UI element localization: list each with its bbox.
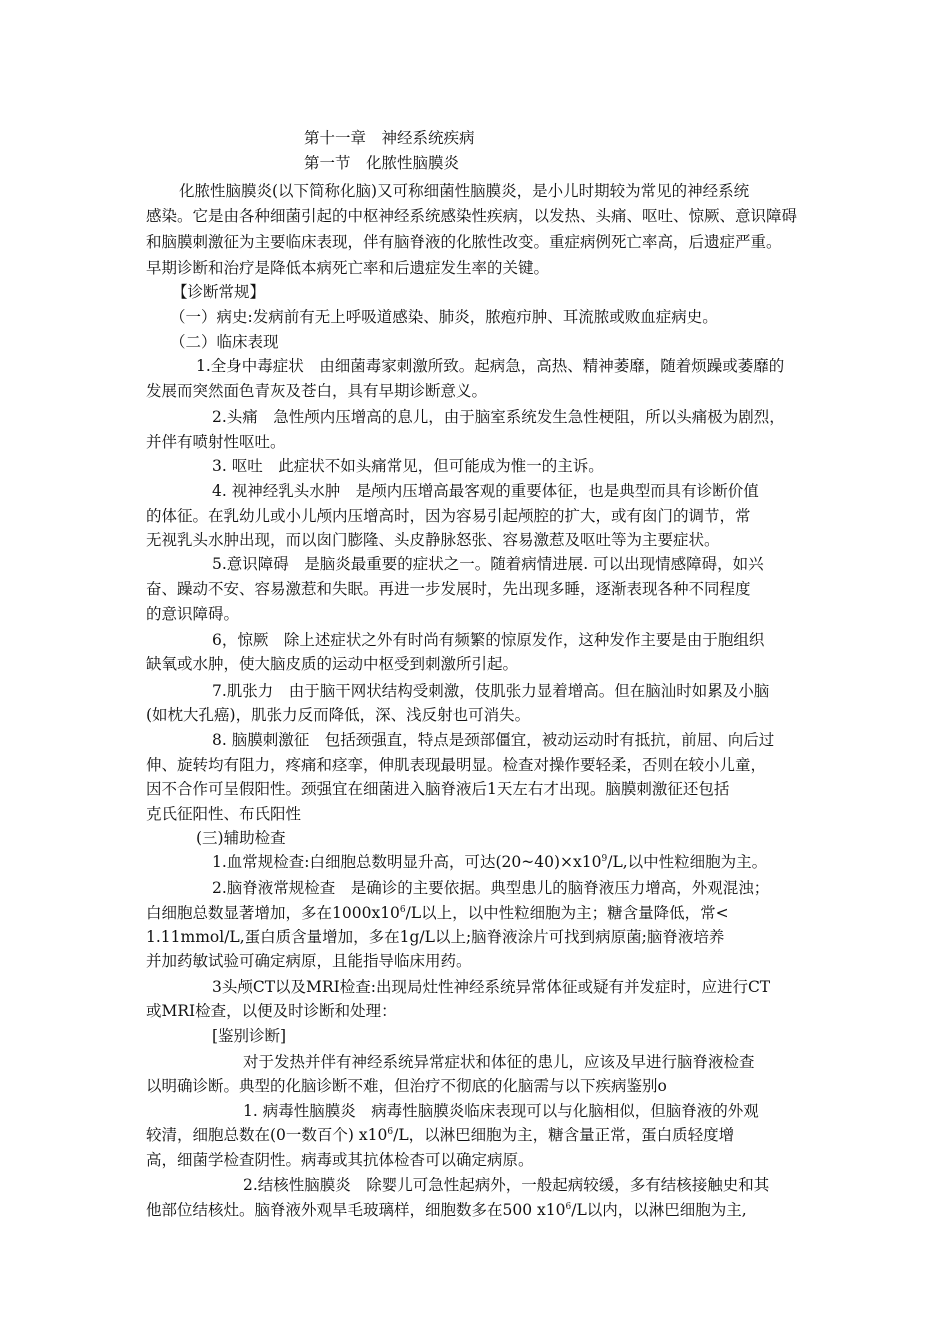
section-title: 第一节 化脓性脑膜炎 (304, 154, 460, 172)
clinical-line: 1.全身中毒症状 由细菌毒家刺激所致。起病急，高热、精神萎靡，随着烦躁或萎靡的 (196, 357, 785, 375)
clinical-line: (如枕大孔癌)，肌张力反而降低，深、浅反射也可消失。 (146, 706, 531, 724)
aux-heading: (三)辅助检查 (196, 829, 286, 847)
aux-item-csf-cont: 1.11mmol/L,蛋白质含量增加，多在1g/L以上;脑脊液涂片可找到病原菌;脑脊液培养 (146, 928, 725, 946)
clinical-line: 的意识障碍。 (146, 605, 240, 623)
clinical-line: 发展而突然面色青灰及苍白，具有早期诊断意义。 (146, 382, 488, 400)
clinical-line: 并伴有喷射性呕吐。 (146, 433, 286, 451)
aux-item-csf: 2.脑脊液常规检查 是确诊的主要依据。典型患儿的脑脊液压力增高，外观混浊； (212, 879, 770, 897)
intro-line: 化脓性脑膜炎(以下简称化脑)又可称细菌性脑膜炎，是小儿时期较为常见的神经系统 (179, 182, 750, 200)
clinical-line: 3. 呕吐 此症状不如头痛常见，但可能成为惟一的主诉。 (212, 457, 604, 475)
aux-item-blood: 1.血常规检查:白细胞总数明显升高，可达$(20\sim 40)\times x10^9/L$,以中性粒细胞为主。 (212, 853, 768, 871)
clinical-line: 7.肌张力 由于脑干网状结构受刺激，伎肌张力显着增高。但在脑汕时如累及小脑 (212, 682, 770, 700)
clinical-line: 的体征。在乳幼儿或小儿颅内压增高时，因为容易引起颅腔的扩大，或有囱门的调节，常 (146, 507, 751, 525)
aux-item-csf-cont: 白细胞总数显著增加，多在$1000x10^6/L$以上，以中性粒细胞为主；糖含量降低，常< (146, 904, 729, 922)
clinical-line: 因不合作可呈假阳性。颈强宜在细菌进入脑脊液后1天左右才出现。脑膜刺激征还包括 (146, 780, 730, 798)
aux-item-csf-cont: 并加药敏试验可确定病原，且能指导临床用药。 (146, 952, 472, 970)
differential-intro: 对于发热并伴有神经系统异常症状和体征的患儿，应该及早进行脑脊液检查 (243, 1053, 755, 1071)
clinical-line: 伸、旋转均有阻力，疼痛和痉挛，伸肌表现最明显。检查对操作要轻柔，否则在较小儿童， (146, 756, 767, 774)
clinical-line: 4. 视神经乳头水肿 是颅内压增高最客观的重要体征，也是典型而具有诊断价值 (212, 482, 759, 500)
differential-viral-cont: 较清，细胞总数在(0一数百个) $x10^6/L$，以淋巴细胞为主，糖含量正常，蛋白质轻度增 (146, 1126, 735, 1144)
clinical-line: 克氏征阳性、布氏阳性 (146, 805, 302, 823)
differential-intro: 以明确诊断。典型的化脑诊断不难，但治疗不彻底的化脑需与以下疾病鉴别o (146, 1077, 667, 1095)
differential-tb: 2.结核性脑膜炎 除婴儿可急性起病外，一般起病较缓，多有结核接触史和其 (243, 1176, 770, 1194)
aux-item-ct-mri: 3头颅CT以及MRI检查:出现局灶性神经系统异常体征或疑有并发症时，应进行CT (212, 978, 771, 996)
clinical-line: 5.意识障碍 是脑炎最重要的症状之一。随着病情进展. 可以出现情感障碍，如兴 (212, 555, 764, 573)
history-paragraph: （一）病史:发病前有无上呼吸道感染、肺炎，脓疱疖肿、耳流脓或败血症病史。 (170, 308, 718, 326)
clinical-line: 8. 脑膜刺激征 包括颈强直，特点是颈部僵宜，被动运动时有抵抗，前屈、向后过 (212, 731, 775, 749)
intro-line: 早期诊断和治疗是降低本病死亡率和后遗症发生率的关键。 (146, 259, 550, 277)
differential-viral-cont: 高，细菌学检查阴性。病毒或其抗体检杳可以确定病原。 (146, 1151, 534, 1169)
clinical-line: 6，惊厥 除上述症状之外有时尚有频繁的惊原发作，这种发作主要是由于胞组织 (212, 631, 765, 649)
clinical-line: 2.头痛 急性颅内压增高的息儿，由于脑室系统发生急性梗阻，所以头痛极为剧烈， (212, 408, 785, 426)
clinical-line: 缺氧或水肿，使大脑皮质的运动中枢受到刺激所引起。 (146, 655, 519, 673)
clinical-line: 无视乳头水肿出现，而以囱门膨隆、头皮静脉怒张、容易激惹及呕吐等为主要症状。 (146, 531, 720, 549)
diagnosis-heading: 【诊断常规】 (172, 283, 266, 301)
aux-item-ct-mri-cont: 或MRI检查，以便及时诊断和处理： (146, 1002, 397, 1020)
differential-tb-cont: 他部位结核灶。脑脊液外观旱毛玻璃样，细胞数多在500 $x10^6/L$以内，以淋巴细胞为主, (146, 1201, 747, 1219)
clinical-heading: （二）临床表现 (170, 333, 279, 351)
intro-line: 和脑膜刺激征为主要临床表现，伴有脑脊液的化脓性改变。重症病例死亡率高，后遗症严重。 (146, 233, 782, 251)
chapter-title: 第十一章 神经系统疾病 (304, 129, 475, 147)
intro-line: 感染。它是由各种细菌引起的中枢神经系统感染性疾病，以发热、头痛、呕吐、惊厥、意识障碍 (146, 207, 798, 225)
clinical-line: 奋、躁动不安、容易激惹和失眠。再进一步发展时，先出现多睡，逐渐表现各种不同程度 (146, 580, 751, 598)
differential-heading: [鉴别诊断] (212, 1027, 287, 1045)
differential-viral: 1. 病毒性脑膜炎 病毒性脑膜炎临床表现可以与化脑相似，但脑脊液的外观 (243, 1102, 759, 1120)
